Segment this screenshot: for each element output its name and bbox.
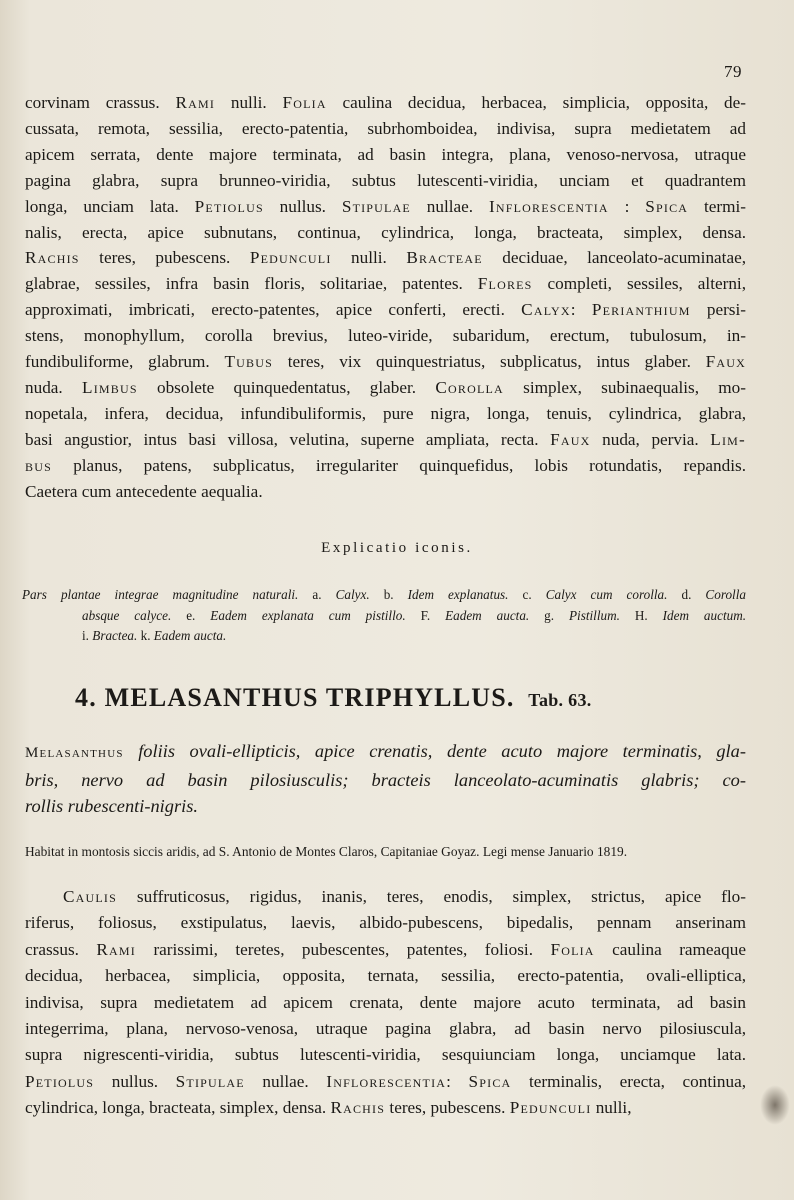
species-title [75, 683, 755, 713]
description-line: Rachis teres, pubescens. Pedunculi nulli. Bracteae deciduae, lanceolato-acuminatae, [25, 248, 747, 268]
description-line: fundibuliforme, glabrum. Tubus teres, vix quinquestriatus, subplicatus, intus glaber. Faux [25, 352, 746, 372]
species-text-line: riferus, foliosus, exstipulatus, laevis, albido-pubescens, bipedalis, pennam anserinam [25, 913, 746, 933]
description-line: nopetala, infera, decidua, infundibuliformis, pure nigra, longa, tenuis, cylindrica, glabra, [25, 403, 746, 423]
description-line: Caetera cum antecedente aequalia. [25, 481, 263, 501]
explicatio-line-2: absque calyce. e. Eadem explanata cum pistillo. F. Eadem aucta. g. Pistillum. H. Idem auctum. [82, 607, 747, 623]
diagnosis-line: Melasanthus foliis ovali-ellipticis, apice crenatis, dente acuto majore terminatis, gla- [25, 741, 746, 761]
species-diagnosis [25, 738, 746, 820]
description-line: nuda. Limbus obsolete quinquedentatus, glaber. Corolla simplex, subinaequalis, mo- [25, 377, 746, 397]
diagnosis-line: bris, nervo ad basin pilosiusculis; bracteis lanceolato-acuminatis glabris; co- [25, 769, 746, 790]
description-line: approximati, imbricati, erecto-patentes, apice conferti, erecti. Calyx: Perianthium persi- [25, 300, 746, 320]
description-line: pagina glabra, supra brunneo-viridia, subtus lutescenti-viridia, unciam et quadrantem [25, 170, 746, 190]
description-line: basi angustior, intus basi villosa, velutina, superne ampliata, recta. Faux nuda, pervia. Lim- [25, 429, 746, 449]
description-continued [25, 90, 746, 505]
explicatio-heading: Explicatio iconis. [321, 540, 473, 556]
page-number: 79 [724, 62, 742, 81]
explicatio-text [22, 585, 746, 647]
species-text-line: Caulis suffruticosus, rigidus, inanis, teres, enodis, simplex, strictus, apice flo- [63, 887, 746, 906]
species-description [25, 884, 746, 1122]
species-text-line: supra nigrescenti-viridia, subtus lutescenti-viridia, sesquiunciam longa, unciamque lata. [25, 1045, 746, 1065]
species-text-line: crassus. Rami rarissimi, teretes, pubescentes, patentes, foliosi. Folia caulina rameaque [25, 939, 746, 959]
habitat-note: Habitat in montosis siccis aridis, ad S. Antonio de Montes Claros, Capitaniae Goyaz. Legi mense Januario 1819. [25, 844, 628, 859]
description-line: glabrae, sessiles, infra basin floris, solitariae, patentes. Flores completi, sessiles, alterni, [25, 274, 746, 294]
diagnosis-line: rollis rubescenti-nigris. [25, 796, 199, 816]
species-number: 4. [75, 683, 97, 712]
description-line: cussata, remota, sessilia, erecto-patentia, subrhomboidea, indivisa, supra medietatem ad [25, 118, 746, 138]
description-line: longa, unciam lata. Petiolus nullus. Stipulae nullae. Inflorescentia : Spica termi- [25, 196, 746, 216]
description-line: bus planus, patens, subplicatus, irregulariter quinquefidus, lobis rotundatis, repandis. [25, 455, 746, 475]
description-line: apicem serrata, dente majore terminata, ad basin integra, plana, venoso-nervosa, utraque [25, 144, 746, 164]
ink-smudge [760, 1085, 790, 1125]
species-text-line: Petiolus nullus. Stipulae nullae. Inflorescentia: Spica terminalis, erecta, continua, [25, 1071, 746, 1091]
species-text-line: decidua, herbacea, simplicia, opposita, ternata, sessilia, erecto-patentia, ovali-elliptica, [25, 966, 746, 986]
species-text-line: cylindrica, longa, bracteata, simplex, densa. Rachis teres, pubescens. Pedunculi nulli, [25, 1098, 632, 1118]
species-text-line: integerrima, plana, nervoso-venosa, utraque pagina glabra, ad basin nervo pilosiuscula, [25, 1019, 746, 1039]
plate-reference: Tab. 63. [528, 690, 592, 710]
description-line: nalis, erecta, apice subnutans, continua, cylindrica, longa, bracteata, simplex, densa. [25, 222, 746, 242]
species-text-line: indivisa, supra medietatem ad apicem crenata, dente majore acuto terminata, ad basin [25, 992, 746, 1012]
description-line: corvinam crassus. Rami nulli. Folia caulina decidua, herbacea, simplicia, opposita, de- [25, 93, 747, 112]
explicatio-line-1: Pars plantae integrae magnitudine naturali. a. Calyx. b. Idem explanatus. c. Calyx cum corolla. d. Corolla [22, 587, 746, 602]
explicatio-line-3: i. Bractea. k. Eadem aucta. [82, 628, 227, 643]
description-line: stens, monophyllum, corolla brevius, luteo-viride, subaridum, erectum, tubulosum, in- [25, 326, 746, 346]
species-name: MELASANTHUS TRIPHYLLUS. [104, 683, 515, 712]
